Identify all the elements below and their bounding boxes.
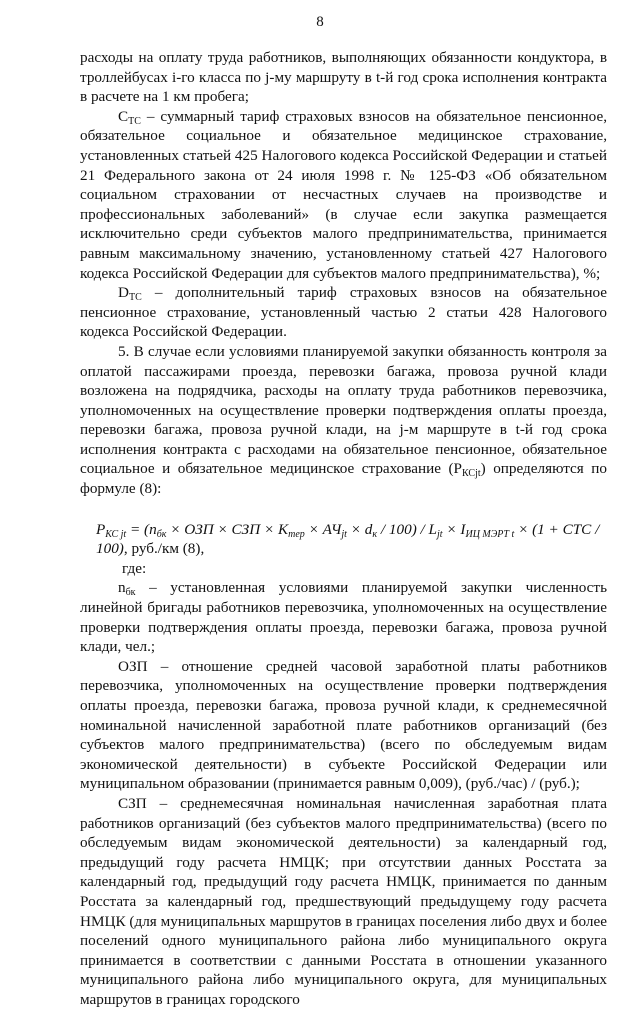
formula-sub: jt [437,528,443,540]
document-body [80,48,607,1010]
formula-sub: тер [288,528,305,540]
formula-sub: к [372,528,378,540]
nbk-definition: – установленная условиями планируемой закупки численность линейной бригады работников перевозчика, уполномоченных на осуществление проверки подтверждения оплаты проезда, перевозки багажа, провоза ручной клади, чел.; [80,579,607,656]
nbk-symbol: n [118,579,126,597]
dtc-subscript: ТС [128,292,142,304]
formula-part: × (1 + СТС / 100) [96,520,600,558]
formula-part: Р [96,520,106,538]
formula-part: × d [346,520,373,538]
formula-part: / 100) / L [377,520,438,538]
ctc-symbol: С [118,107,129,125]
paragraph-item-5 [80,342,607,499]
where-label: где: [122,559,147,577]
formula-sub: ИЦ МЭРТ t [465,528,515,540]
paragraph-nbk [80,578,607,656]
formula-unit: , руб./км (8), [123,540,205,558]
formula-part: × ОЗП × СЗП × К [166,520,289,538]
paragraph-kondukt: расходы на оплату труда работников, выполняющих обязанности кондуктора, в троллейбусах i-го класса по j-му маршруту в t-й год срока исполнения контракта в расчете на 1 км пробега; [80,49,607,106]
dtc-definition: – дополнительный тариф страховых взносов на обязательное пенсионное страхование, установленный частью 2 статьи 428 Налогового кодекса Российской Федерации. [80,284,607,341]
paragraph-ozp: ОЗП – отношение средней часовой заработной платы работников перевозчика, уполномоченных на осуществление проверки подтверждения оплаты проезда, перевозки багажа, провоза ручной клади, к среднемесячной номинальной начисленной заработной плате работников организаций (без субъектов малого предпринимательства) (всего по обследуемым видам экономической деятельности) в субъекте Российской Федерации или муниципальном образовании (принимается равным 0,009), (руб./час) / (руб.); [80,657,607,793]
formula-part: × I [442,520,466,538]
formula-sub: бк [156,528,167,540]
item-5-subscript: КСjt [461,468,481,480]
formula-8 [80,520,607,559]
ctc-definition: – суммарный тариф страховых взносов на обязательное пенсионное, обязательное социальное и обязательное медицинское страхование, установленных статьей 425 Налогового кодекса Российской Федерации и статьей 21 Федерального закона от 24 июля 1998 г. № 125-ФЗ «Об обязательном социальном страховании от несчастных случаев на производстве и профессиональных заболеваний» (в случае если закупка размещается исключительно среди субъектов малого предпринимательства, принимается равным максимальному значению, установленному статьей 427 Налогового кодекса Российской Федерации для субъектов малого предпринимательства), %; [80,107,607,282]
paragraph-dtc [80,283,607,342]
nbk-subscript: бк [125,587,136,599]
item-5-tail: ) определяются по формуле (8): [80,460,607,498]
formula-sub: jt [341,528,347,540]
paragraph-szp: СЗП – среднемесячная номинальная начисленная заработная плата работников организаций (без субъектов малого предпринимательства) (всего по обследуемым видам экономической деятельности) за календарный год, предыдущий году расчета НМЦК; при отсутствии данных Росстата за календарный год, предыдущий году расчета НМЦК, принимается по данным Росстата за календарный год, предшествующий предыдущему году расчета НМЦК (для муниципальных маршрутов в границах поселения либо двух и более поселений одного муниципального района либо муниципального округа принимается в соответствии с данными Росстата в отношении указанного муниципального района либо муниципального округа, для муниципальных маршрутов в границах городского [80,794,607,1008]
formula-part: = (n [126,520,157,538]
dtc-symbol: D [118,284,129,302]
paragraph-ctc [80,107,607,283]
formula-part: × АЧ [304,520,342,538]
formula-sub: КС jt [105,528,127,540]
item-5-text: 5. В случае если условиями планируемой закупки обязанность контроля за оплатой пассажирами проезда, перевозки багажа, провоза ручной клади возложена на подрядчика, расходы на оплату труда работников перевозчика, уполномоченных на осуществление проверки подтверждения оплаты проезда, перевозки багажа, провоза ручной клади, на j-м маршруте в t-й год срока исполнения контракта с расходами на обязательное пенсионное, обязательное социальное и обязательное медицинское страхование (Р [80,342,607,478]
ctc-subscript: ТС [128,115,141,127]
page-number: 8 [316,14,324,30]
